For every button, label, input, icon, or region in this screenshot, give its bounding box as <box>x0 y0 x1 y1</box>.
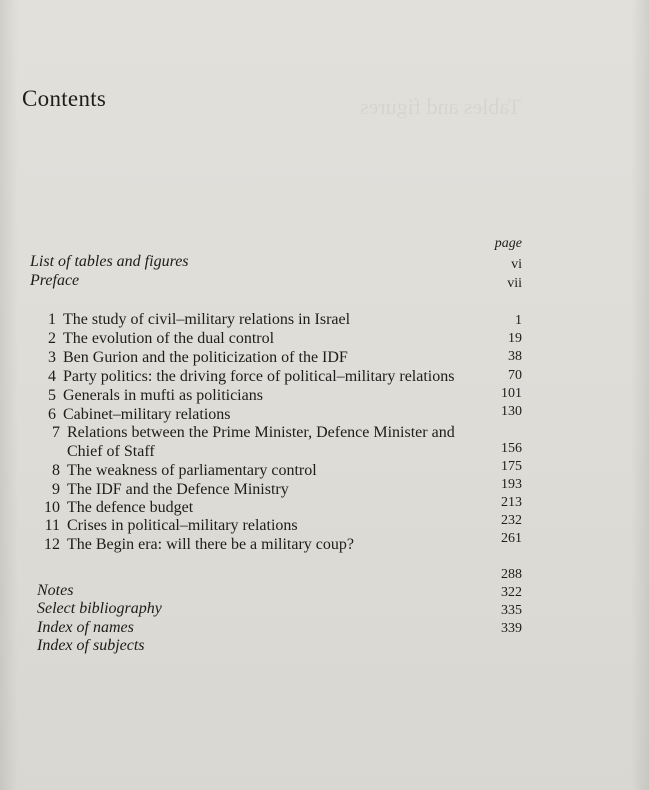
page-edge-shadow-right <box>631 0 649 790</box>
chapter-number: 7 <box>52 424 60 441</box>
chapter-page: 1 <box>515 313 522 328</box>
chapter-page: 213 <box>501 495 522 510</box>
chapter-page: 70 <box>508 368 522 383</box>
chapter-title: Crises in political–military relations <box>67 517 298 534</box>
chapter-title: The evolution of the dual control <box>63 330 275 347</box>
chapter-page: 232 <box>501 513 522 528</box>
toc-front-title: List of tables and figures <box>30 253 189 270</box>
bleed-through-text <box>360 94 521 120</box>
chapter-title: The weakness of parliamentary control <box>67 462 317 479</box>
chapter-title: The Begin era: will there be a military coup? <box>67 536 354 553</box>
page-edge-shadow-left <box>0 0 18 790</box>
chapter-title: The study of civil–military relations in Israel <box>63 311 351 328</box>
chapter-number: 9 <box>52 481 60 498</box>
chapter-page: 101 <box>501 386 522 401</box>
chapter-title: Ben Gurion and the politicization of the IDF <box>63 349 348 366</box>
toc-back-page: 288 <box>501 567 522 582</box>
toc-back-title: Notes <box>37 582 74 599</box>
chapter-page: 19 <box>508 331 522 346</box>
toc-back-title: Select bibliography <box>37 600 162 617</box>
chapter-page: 193 <box>501 477 522 492</box>
toc-front-page: vii <box>507 276 522 291</box>
toc-back-title: Index of subjects <box>37 637 145 654</box>
chapter-title: Cabinet–military relations <box>63 406 231 423</box>
page-column-label: page <box>494 236 522 251</box>
chapter-number: 4 <box>48 368 56 385</box>
chapter-title: The defence budget <box>67 499 194 516</box>
toc-back-page: 339 <box>501 621 522 636</box>
chapter-page: 38 <box>508 349 522 364</box>
toc-back-title: Index of names <box>37 619 134 636</box>
chapter-page: 130 <box>501 404 522 419</box>
chapter-number: 3 <box>48 349 56 366</box>
chapter-title: Party politics: the driving force of political–military relations <box>63 368 455 385</box>
chapter-number: 2 <box>48 330 56 347</box>
toc-back-page: 322 <box>501 585 522 600</box>
page-title: Contents <box>22 86 107 111</box>
chapter-number: 10 <box>44 499 60 516</box>
toc-back-page: 335 <box>501 603 522 618</box>
chapter-number: 11 <box>44 517 60 534</box>
chapter-number: 5 <box>48 387 56 404</box>
chapter-title: Relations between the Prime Minister, Defence Minister and <box>67 424 455 441</box>
chapter-page: 156 <box>501 441 522 456</box>
chapter-number: 1 <box>48 311 56 328</box>
chapter-page: 261 <box>501 531 522 546</box>
chapter-number: 8 <box>52 462 60 479</box>
chapter-page: 175 <box>501 459 522 474</box>
chapter-title: Generals in mufti as politicians <box>63 387 263 404</box>
chapter-title: The IDF and the Defence Ministry <box>67 481 289 498</box>
chapter-number: 6 <box>48 406 56 423</box>
chapter-number: 12 <box>44 536 60 553</box>
chapter-title-continued: Chief of Staff <box>67 443 155 460</box>
toc-front-page: vi <box>511 257 522 272</box>
toc-front-title: Preface <box>30 272 80 289</box>
